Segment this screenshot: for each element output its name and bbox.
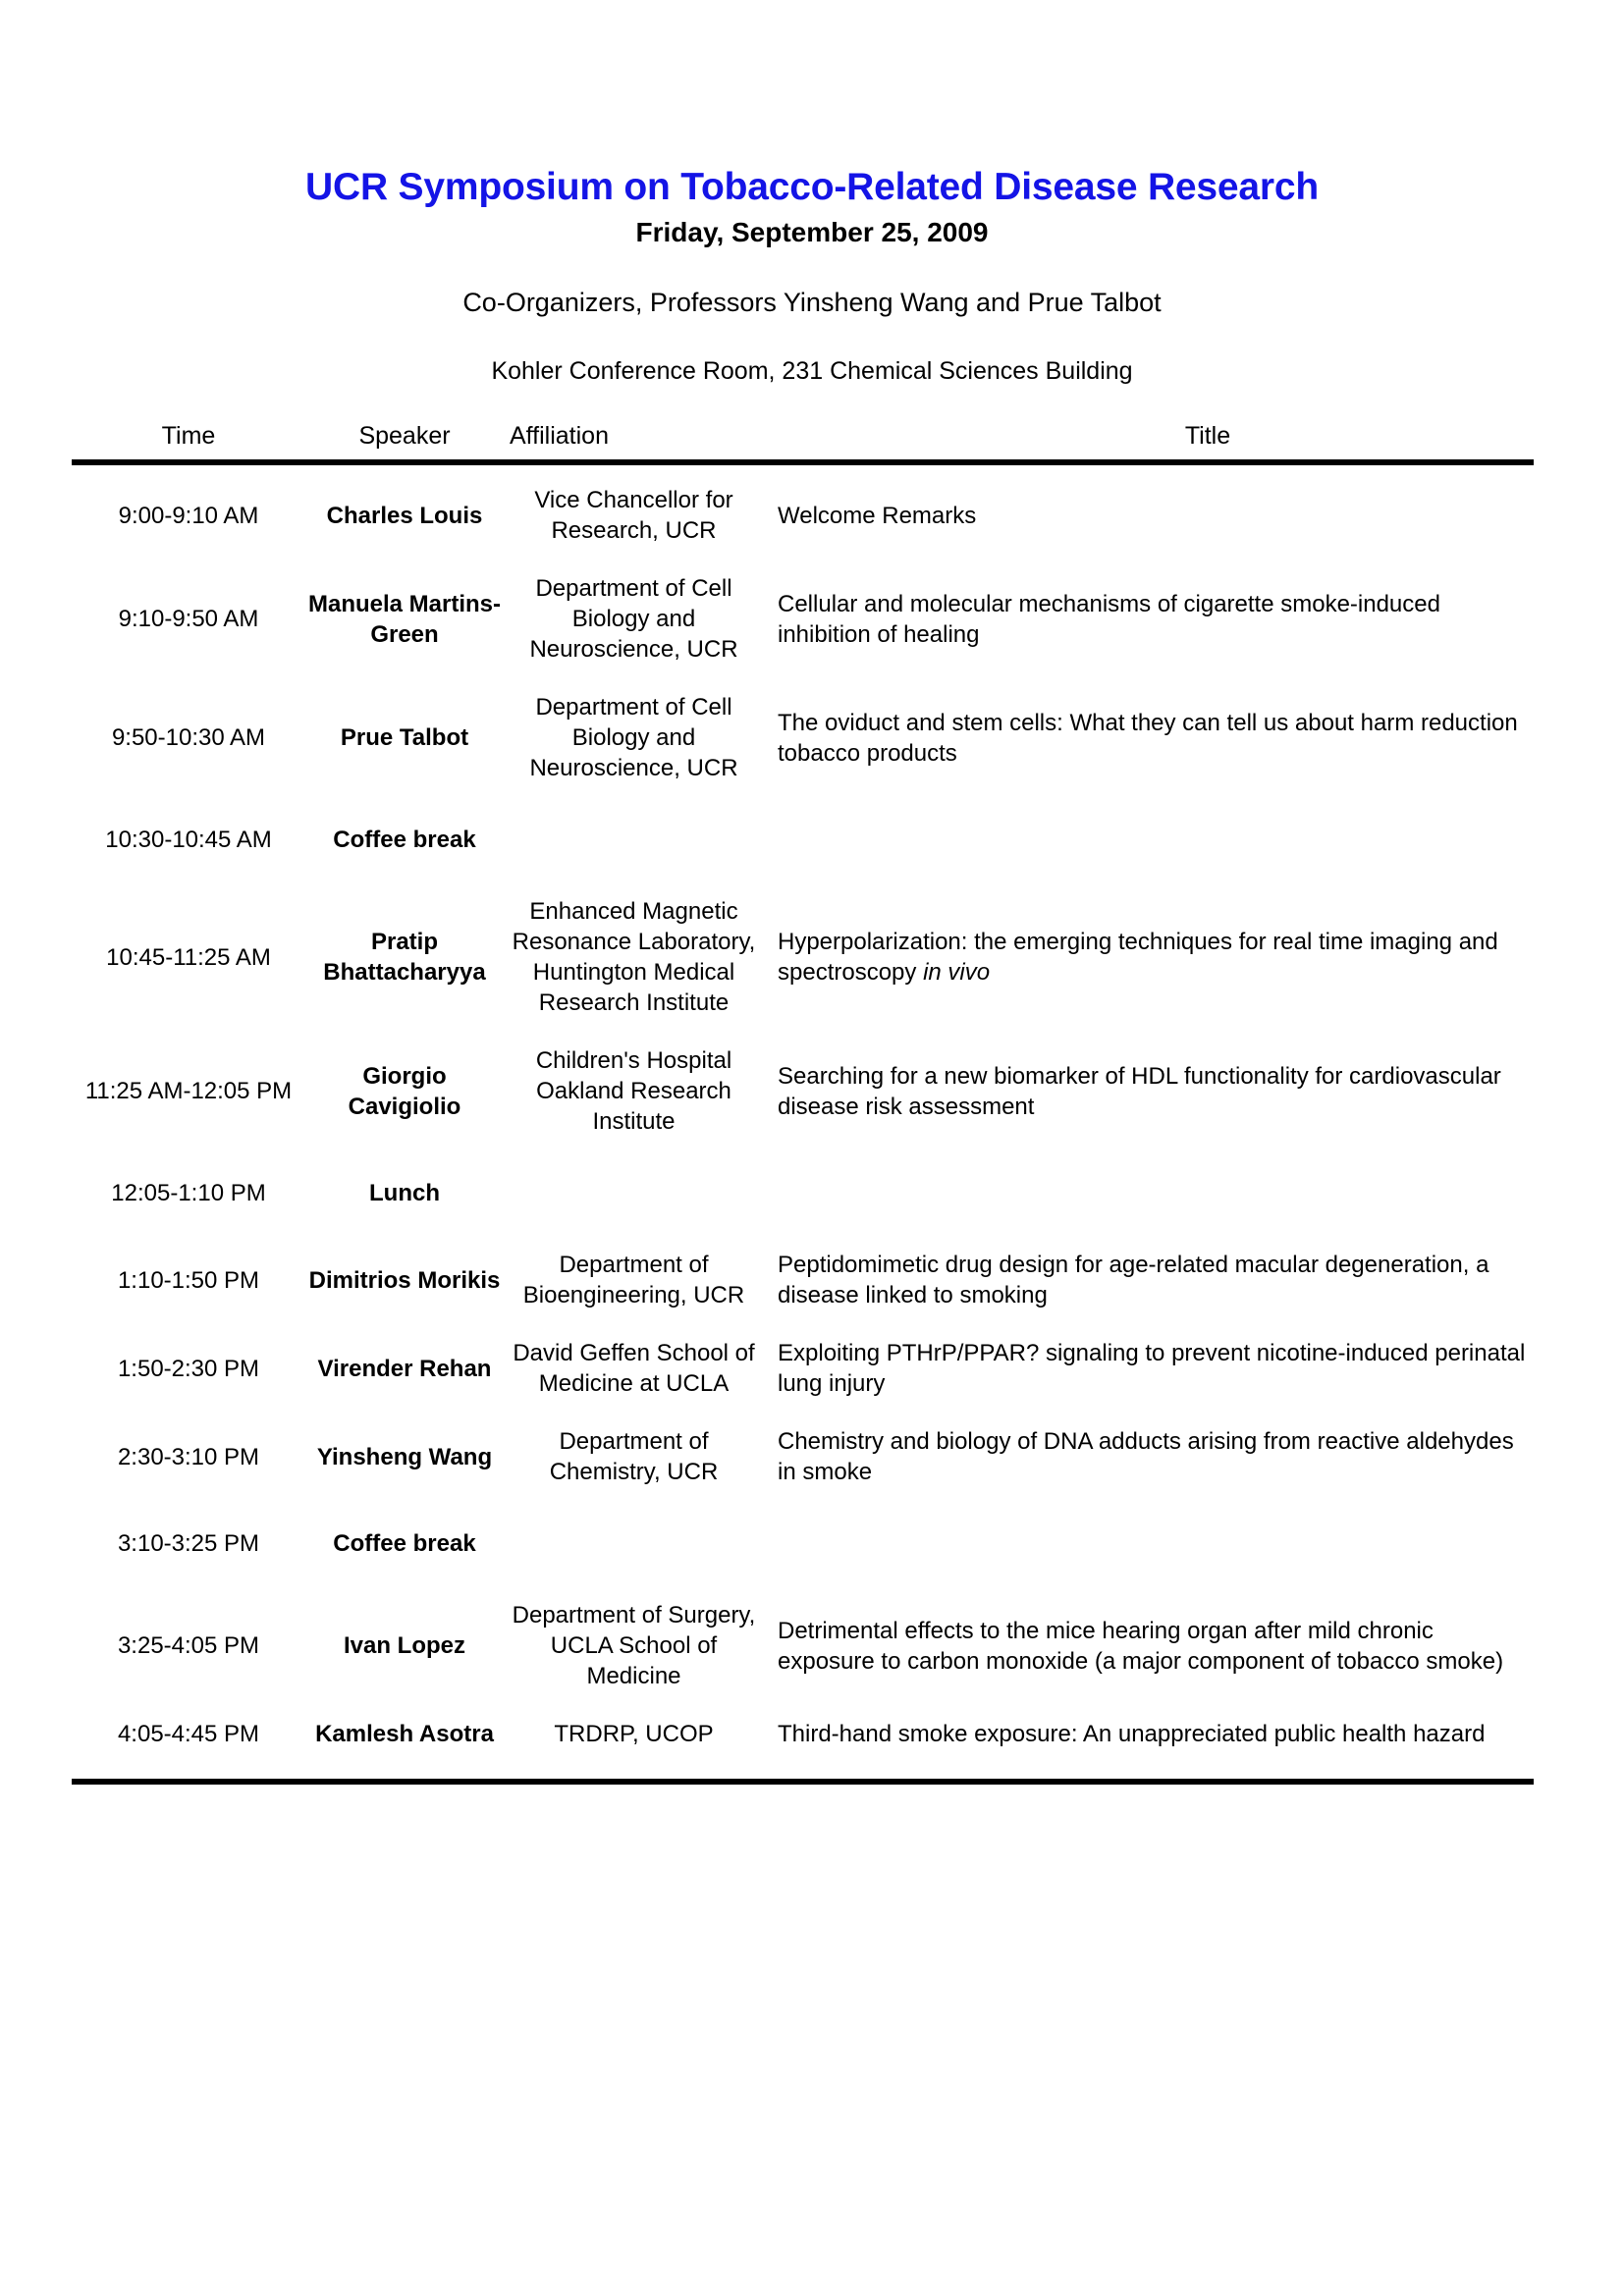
cell-time: 3:25-4:05 PM — [117, 1632, 260, 1659]
cell-affiliation: Enhanced Magnetic Resonance Laboratory, Huntington Medical Research Institute — [512, 898, 756, 1016]
cell-time: 3:10-3:25 PM — [117, 1530, 260, 1557]
cell-title: Searching for a new biomarker of HDL functionality for cardiovascular disease risk assessment — [778, 1062, 1501, 1120]
cell-affiliation: Children's Hospital Oakland Research Institute — [535, 1047, 732, 1135]
table-row — [72, 1705, 1534, 1763]
column-header-title: Title — [1184, 422, 1231, 450]
cell-title: Cellular and molecular mechanisms of cigarette smoke-induced inhibition of healing — [778, 590, 1440, 648]
table-row — [72, 1236, 1534, 1324]
column-header-time: Time — [161, 422, 216, 450]
cell-time: 1:10-1:50 PM — [117, 1266, 260, 1294]
document-header — [0, 0, 1624, 386]
event-date: Friday, September 25, 2009 — [635, 217, 989, 247]
table-bottom-rule — [72, 1779, 1534, 1785]
cell-speaker: Ivan Lopez — [343, 1632, 466, 1659]
cell-title: Exploiting PTHrP/PPAR? signaling to prevent nicotine-induced perinatal lung injury — [778, 1340, 1526, 1397]
cell-affiliation — [504, 1150, 764, 1236]
cell-title: Third-hand smoke exposure: An unappreciated public health hazard — [778, 1721, 1486, 1747]
cell-title — [764, 797, 1534, 882]
cell-affiliation: Department of Chemistry, UCR — [549, 1428, 719, 1485]
cell-speaker: Coffee break — [333, 1530, 476, 1557]
table-row — [72, 465, 1534, 560]
cell-title: Chemistry and biology of DNA adducts arising from reactive aldehydes in smoke — [778, 1428, 1514, 1485]
cell-time: 2:30-3:10 PM — [117, 1443, 260, 1470]
cell-time: 12:05-1:10 PM — [111, 1180, 266, 1206]
table-row — [72, 1501, 1534, 1586]
column-header-speaker: Speaker — [358, 422, 451, 450]
cell-affiliation: Department of Cell Biology and Neuroscience, UCR — [529, 694, 738, 781]
table-row — [72, 1032, 1534, 1150]
table-bottom-rule-container — [0, 1779, 1624, 1785]
cell-affiliation — [504, 1501, 764, 1586]
cell-affiliation — [504, 797, 764, 882]
cell-affiliation: Vice Chancellor for Research, UCR — [534, 487, 733, 544]
table-row — [72, 797, 1534, 882]
cell-affiliation: Department of Cell Biology and Neuroscience, UCR — [529, 575, 738, 663]
cell-time: 9:10-9:50 AM — [118, 606, 259, 632]
cell-title: Detrimental effects to the mice hearing organ after mild chronic exposure to carbon monoxide (a major component of tobacco smoke) — [778, 1617, 1504, 1675]
event-organizers: Co-Organizers, Professors Yinsheng Wang and Prue Talbot — [462, 288, 1162, 317]
cell-time: 9:00-9:10 AM — [118, 502, 259, 529]
cell-speaker: Charles Louis — [326, 502, 483, 529]
cell-speaker: Pratip Bhattacharyya — [323, 929, 486, 986]
table-row — [72, 882, 1534, 1032]
table-body — [72, 465, 1534, 1763]
page-title: UCR Symposium on Tobacco-Related Disease Research — [305, 166, 1319, 208]
cell-time: 11:25 AM-12:05 PM — [84, 1078, 293, 1104]
schedule-table — [72, 421, 1534, 1763]
cell-speaker: Lunch — [369, 1180, 440, 1206]
cell-speaker: Kamlesh Asotra — [315, 1721, 494, 1747]
table-row — [72, 1150, 1534, 1236]
table-row — [72, 1586, 1534, 1705]
event-venue: Kohler Conference Room, 231 Chemical Sciences Building — [491, 357, 1133, 385]
cell-time: 1:50-2:30 PM — [117, 1355, 260, 1382]
cell-title — [764, 1501, 1534, 1586]
title-italic-term: in vivo — [923, 959, 991, 986]
table-row — [72, 1324, 1534, 1413]
cell-speaker: Prue Talbot — [340, 724, 469, 751]
cell-title: Peptidomimetic drug design for age-related macular degeneration, a disease linked to smoking — [778, 1252, 1489, 1308]
cell-title: The oviduct and stem cells: What they can tell us about harm reduction tobacco products — [778, 709, 1518, 767]
cell-speaker: Manuela Martins-Green — [307, 590, 502, 648]
cell-speaker: Coffee break — [333, 827, 476, 853]
cell-time: 10:45-11:25 AM — [106, 943, 271, 971]
cell-title: Hyperpolarization: the emerging techniques for real time imaging and spectroscopy in vivo — [778, 929, 1498, 986]
cell-time: 10:30-10:45 AM — [105, 827, 272, 853]
column-header-affiliation: Affiliation — [510, 422, 609, 450]
table-header — [72, 421, 1534, 465]
cell-title: Welcome Remarks — [778, 502, 977, 529]
cell-time: 4:05-4:45 PM — [117, 1721, 260, 1747]
cell-speaker: Yinsheng Wang — [316, 1443, 493, 1470]
cell-speaker: Virender Rehan — [317, 1355, 492, 1382]
schedule-table-container — [0, 421, 1624, 1763]
cell-affiliation: David Geffen School of Medicine at UCLA — [513, 1340, 755, 1397]
cell-speaker: Dimitrios Morikis — [308, 1266, 501, 1294]
cell-affiliation: Department of Surgery, UCLA School of Medicine — [512, 1602, 756, 1689]
cell-affiliation: TRDRP, UCOP — [554, 1721, 714, 1747]
table-row — [72, 560, 1534, 678]
cell-speaker: Giorgio Cavigiolio — [348, 1062, 461, 1120]
cell-title — [764, 1150, 1534, 1236]
cell-time: 9:50-10:30 AM — [111, 724, 266, 751]
cell-affiliation: Department of Bioengineering, UCR — [522, 1252, 745, 1308]
table-row — [72, 1413, 1534, 1501]
table-header-row — [72, 421, 1534, 459]
table-row — [72, 678, 1534, 797]
